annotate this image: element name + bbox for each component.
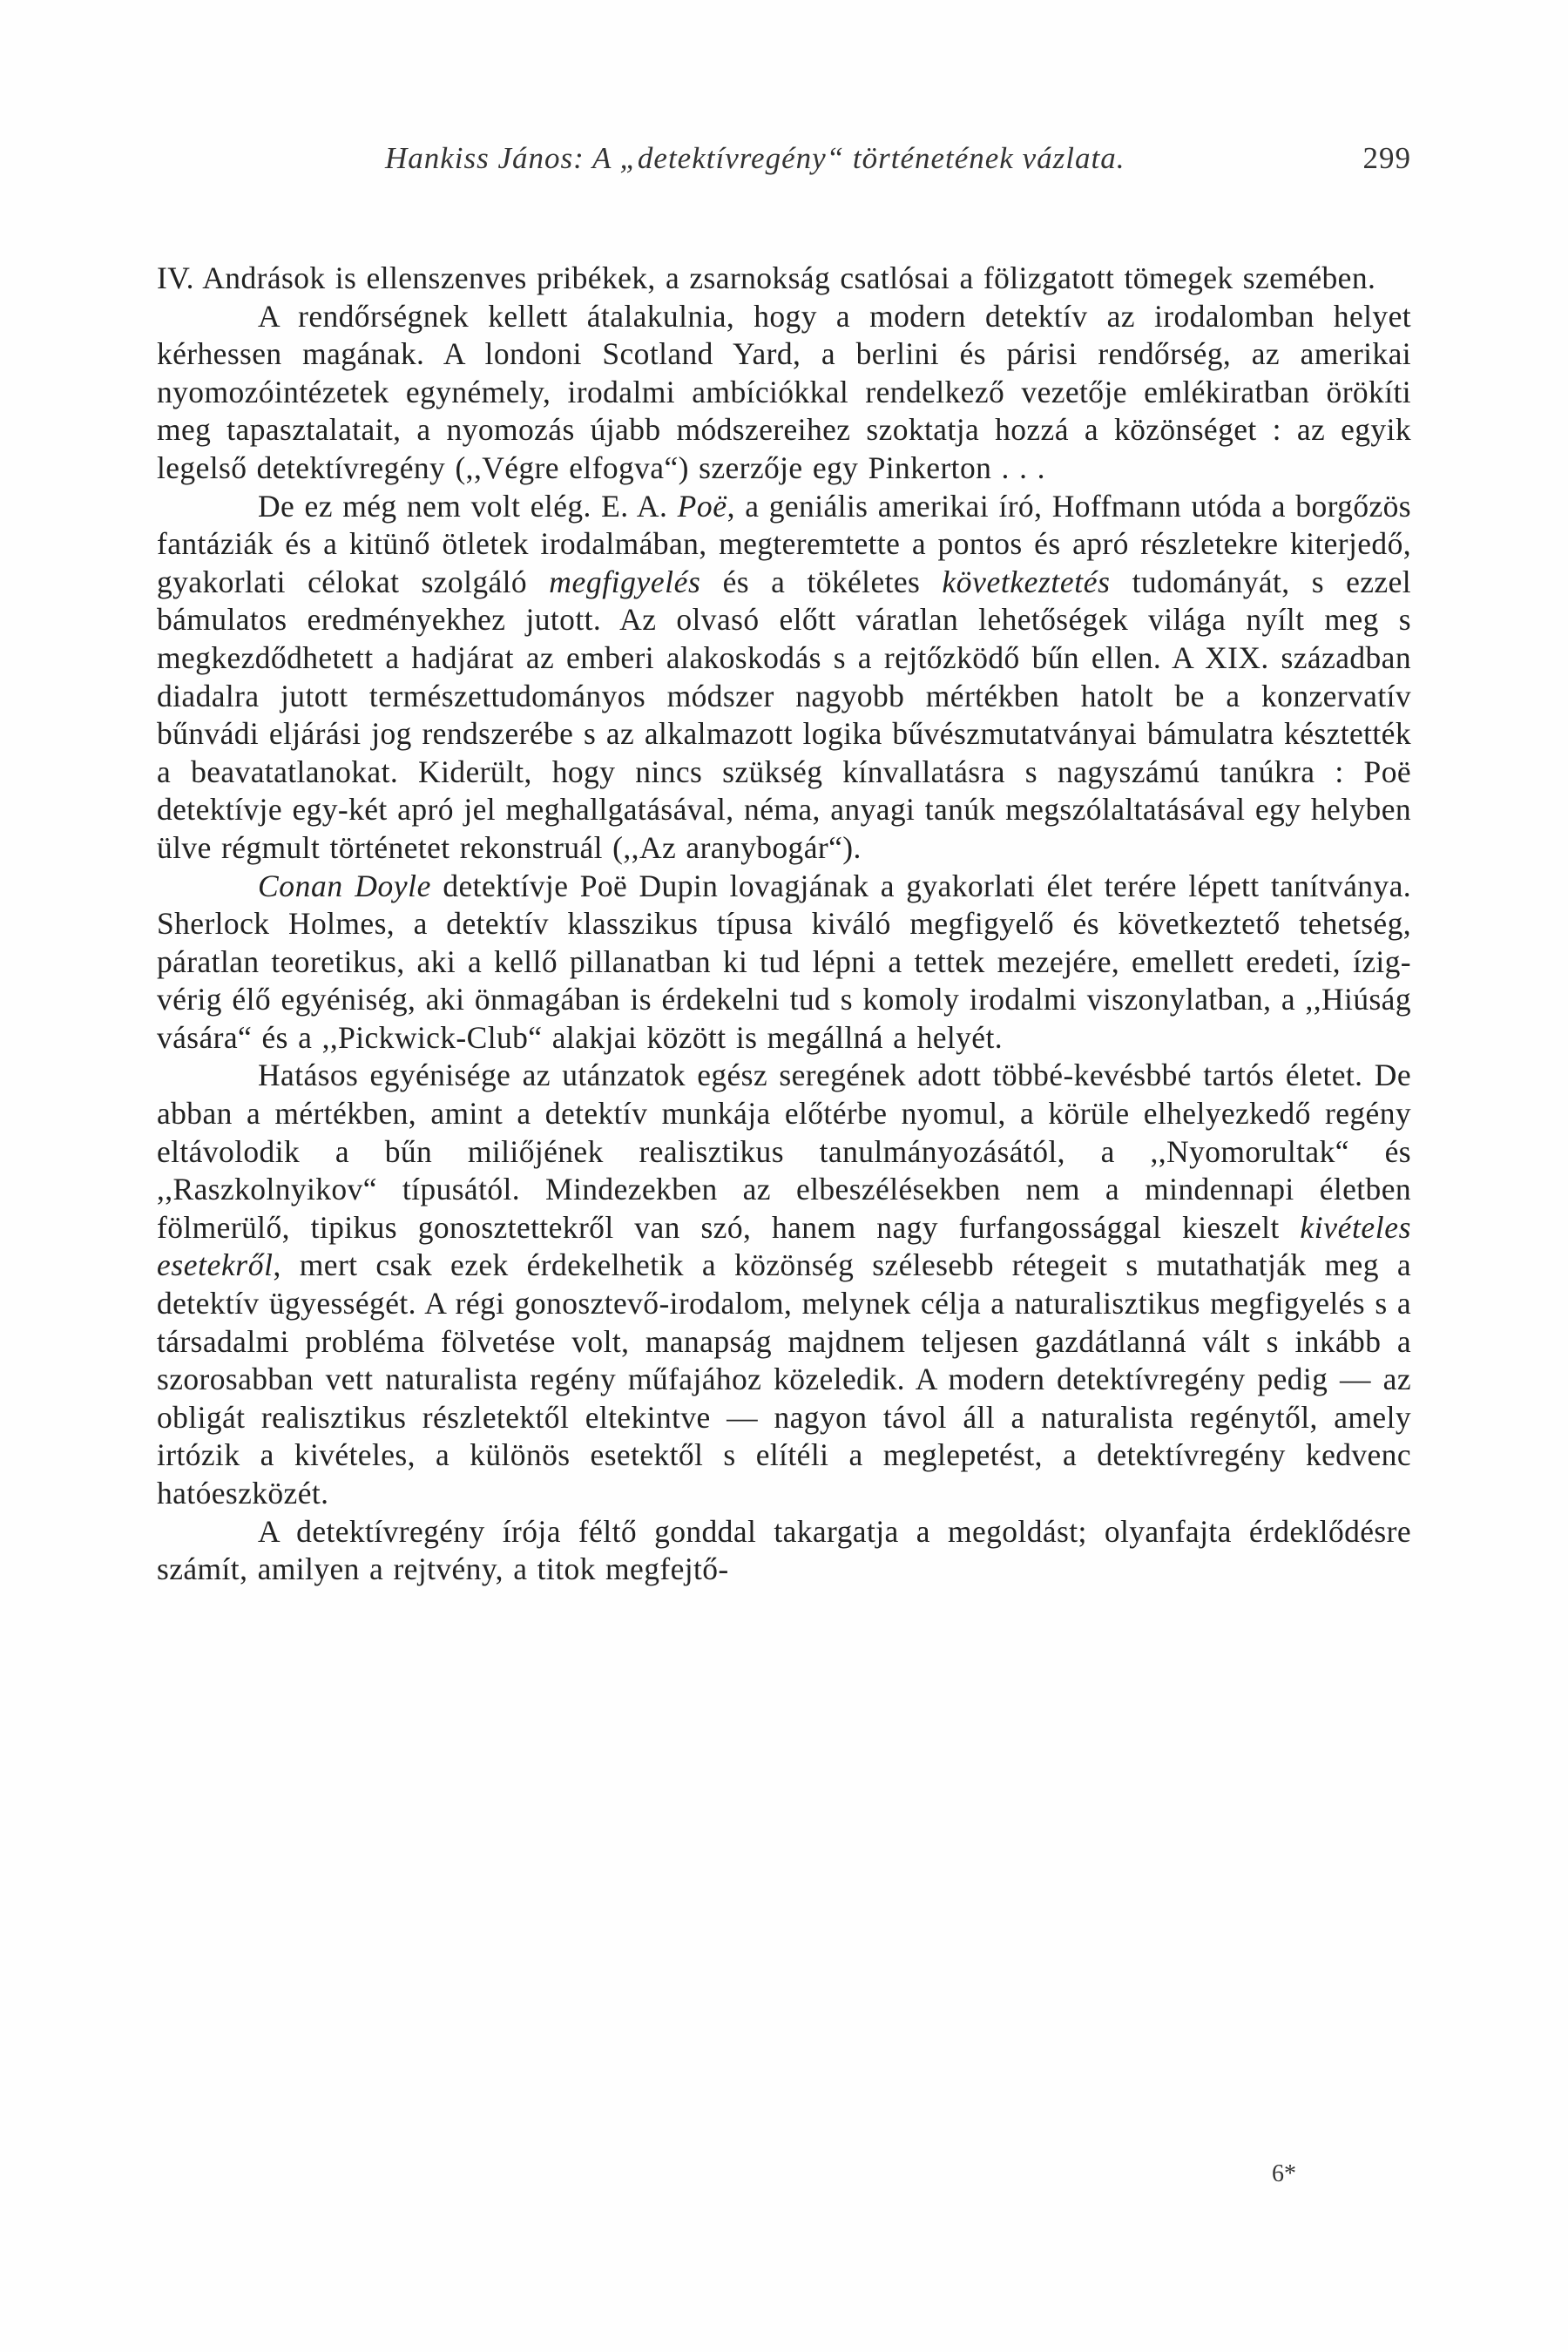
text-run: A rendőrségnek kellett átalakulnia, hogy a modern detektív az irodalomban helyet kérhessen magának. A londoni Scotland Yard, a berlini és párisi rendőrség, az amerikai nyomozóintézetek egynémely, irodalmi ambíciókkal rendelkező vezetője emlékiratban örökíti meg tapasztalatait, a nyomozás újabb módszereihez szoktatja hozzá a közönséget : az egyik legelső detektívregény (,,Végre elfogva“) szerzője egy Pinkerton . . . [157, 298, 1411, 485]
paragraph [157, 1513, 1411, 1589]
signature-mark: 6* [1272, 2160, 1296, 2187]
paragraph [157, 868, 1411, 1058]
running-title: Hankiss János: A „detektívregény“ történetének vázlata. [385, 141, 1125, 175]
text-run: IV. Andrások is ellenszenves pribékek, a zsarnokság csatlósai a fölizgatott tömegek szemében. [157, 260, 1376, 295]
text-run: detektívje Poë Dupin lovagjának a gyakorlati élet terére lépett tanítványa. Sherlock Holmes, a detektív klasszikus típusa kiváló megfigyelő és következtető tehetség, páratlan teoretikus, aki a kellő pillanatban ki tud lépni a tettek mezejére, emellett eredeti, ízig-vérig élő egyéniség, aki önmagában is érdekelni tud s komoly irodalmi viszonylatban, a ,,Hiúság vására“ és a ,,Pickwick-Club“ alakjai között is megállná a helyét. [157, 868, 1412, 1055]
text-run: , a geniális amerikai író, Hoffmann utóda a borgőzös fantáziák és a kitünő ötletek irodalmában, megteremtette a pontos és apró részletekre kiterjedő, gyakorlati célokat szolgáló [157, 488, 1411, 599]
page-number: 299 [1362, 141, 1411, 175]
text-run: , mert csak ezek érdekelhetik a közönség szélesebb rétegeit s mutathatják meg a detektív ügyességét. A régi gonosztevő-irodalom, melynek célja a naturalisztikus megfigyelés s a társadalmi probléma fölvetése volt, manapság majdnem teljesen gazdátlanná vált s inkább a szorosabban vett naturalista regény műfajához közeledik. A modern detektívregény pedig — az obligát realisztikus részletektől eltekintve — nagyon távol áll a naturalista regénytől, amely irtózik a kivételes, a különös esetektől s elítéli a meglepetést, a detektívregény kedvenc hatóeszközét. [157, 1247, 1411, 1511]
emphasized-text: megfigyelés [549, 564, 701, 599]
text-run: tudományát, s ezzel bámulatos eredményekhez jutott. Az olvasó előtt váratlan lehetőségek világa nyílt meg s megkezdődhetett a hadjárat az emberi alakoskodás s a rejtőzködő bűn ellen. A XIX. században diadalra jutott természettudományos módszer nagyobb mértékben hatolt be a konzervatív bűnvádi eljárási jog rendszerébe s az alkalmazott logika bűvészmutatványai bámulatra késztették a beavatatlanokat. Kiderült, hogy nincs szükség kínvallatásra s nagyszámú tanúkra : Poë detektívje egy-két apró jel meghallgatásával, néma, anyagi tanúk megszólaltatásával egy helyben ülve régmult történetet rekonstruál (,,Az aranybogár“). [157, 564, 1411, 865]
paragraph [157, 298, 1411, 488]
paragraph [157, 1057, 1411, 1512]
text-run: A detektívregény írója féltő gonddal takargatja a megoldást; olyanfajta érdeklődésre számít, amilyen a rejtvény, a titok megfejtő- [157, 1513, 1411, 1587]
paragraph [157, 260, 1411, 298]
emphasized-text: kivételes esetekről [157, 1209, 1411, 1283]
emphasized-text: Conan Doyle [258, 868, 432, 903]
emphasized-text: Poë [677, 488, 727, 524]
page-header [157, 141, 1411, 185]
text-run: De ez még nem volt elég. E. A. [258, 488, 678, 524]
text-run: és a tökéletes [700, 564, 943, 599]
text-run: Hatásos egyénisége az utánzatok egész seregének adott többé-kevésbbé tartós életet. De abban a mértékben, amint a detektív munkája előtérbe nyomul, a körüle elhelyezkedő regény eltávolodik a bűn miliőjének realisztikus tanulmányozásától, a ,,Nyomorultak“ és ,,Raszkolnyikov“ típusától. Mindezekben az elbeszélésekben nem a mindennapi életben fölmerülő, tipikus gonosztettekről van szó, hanem nagy furfangossággal kieszelt [157, 1058, 1411, 1245]
emphasized-text: következtetés [942, 564, 1111, 599]
paragraph [157, 488, 1411, 868]
body-text [157, 260, 1411, 1589]
